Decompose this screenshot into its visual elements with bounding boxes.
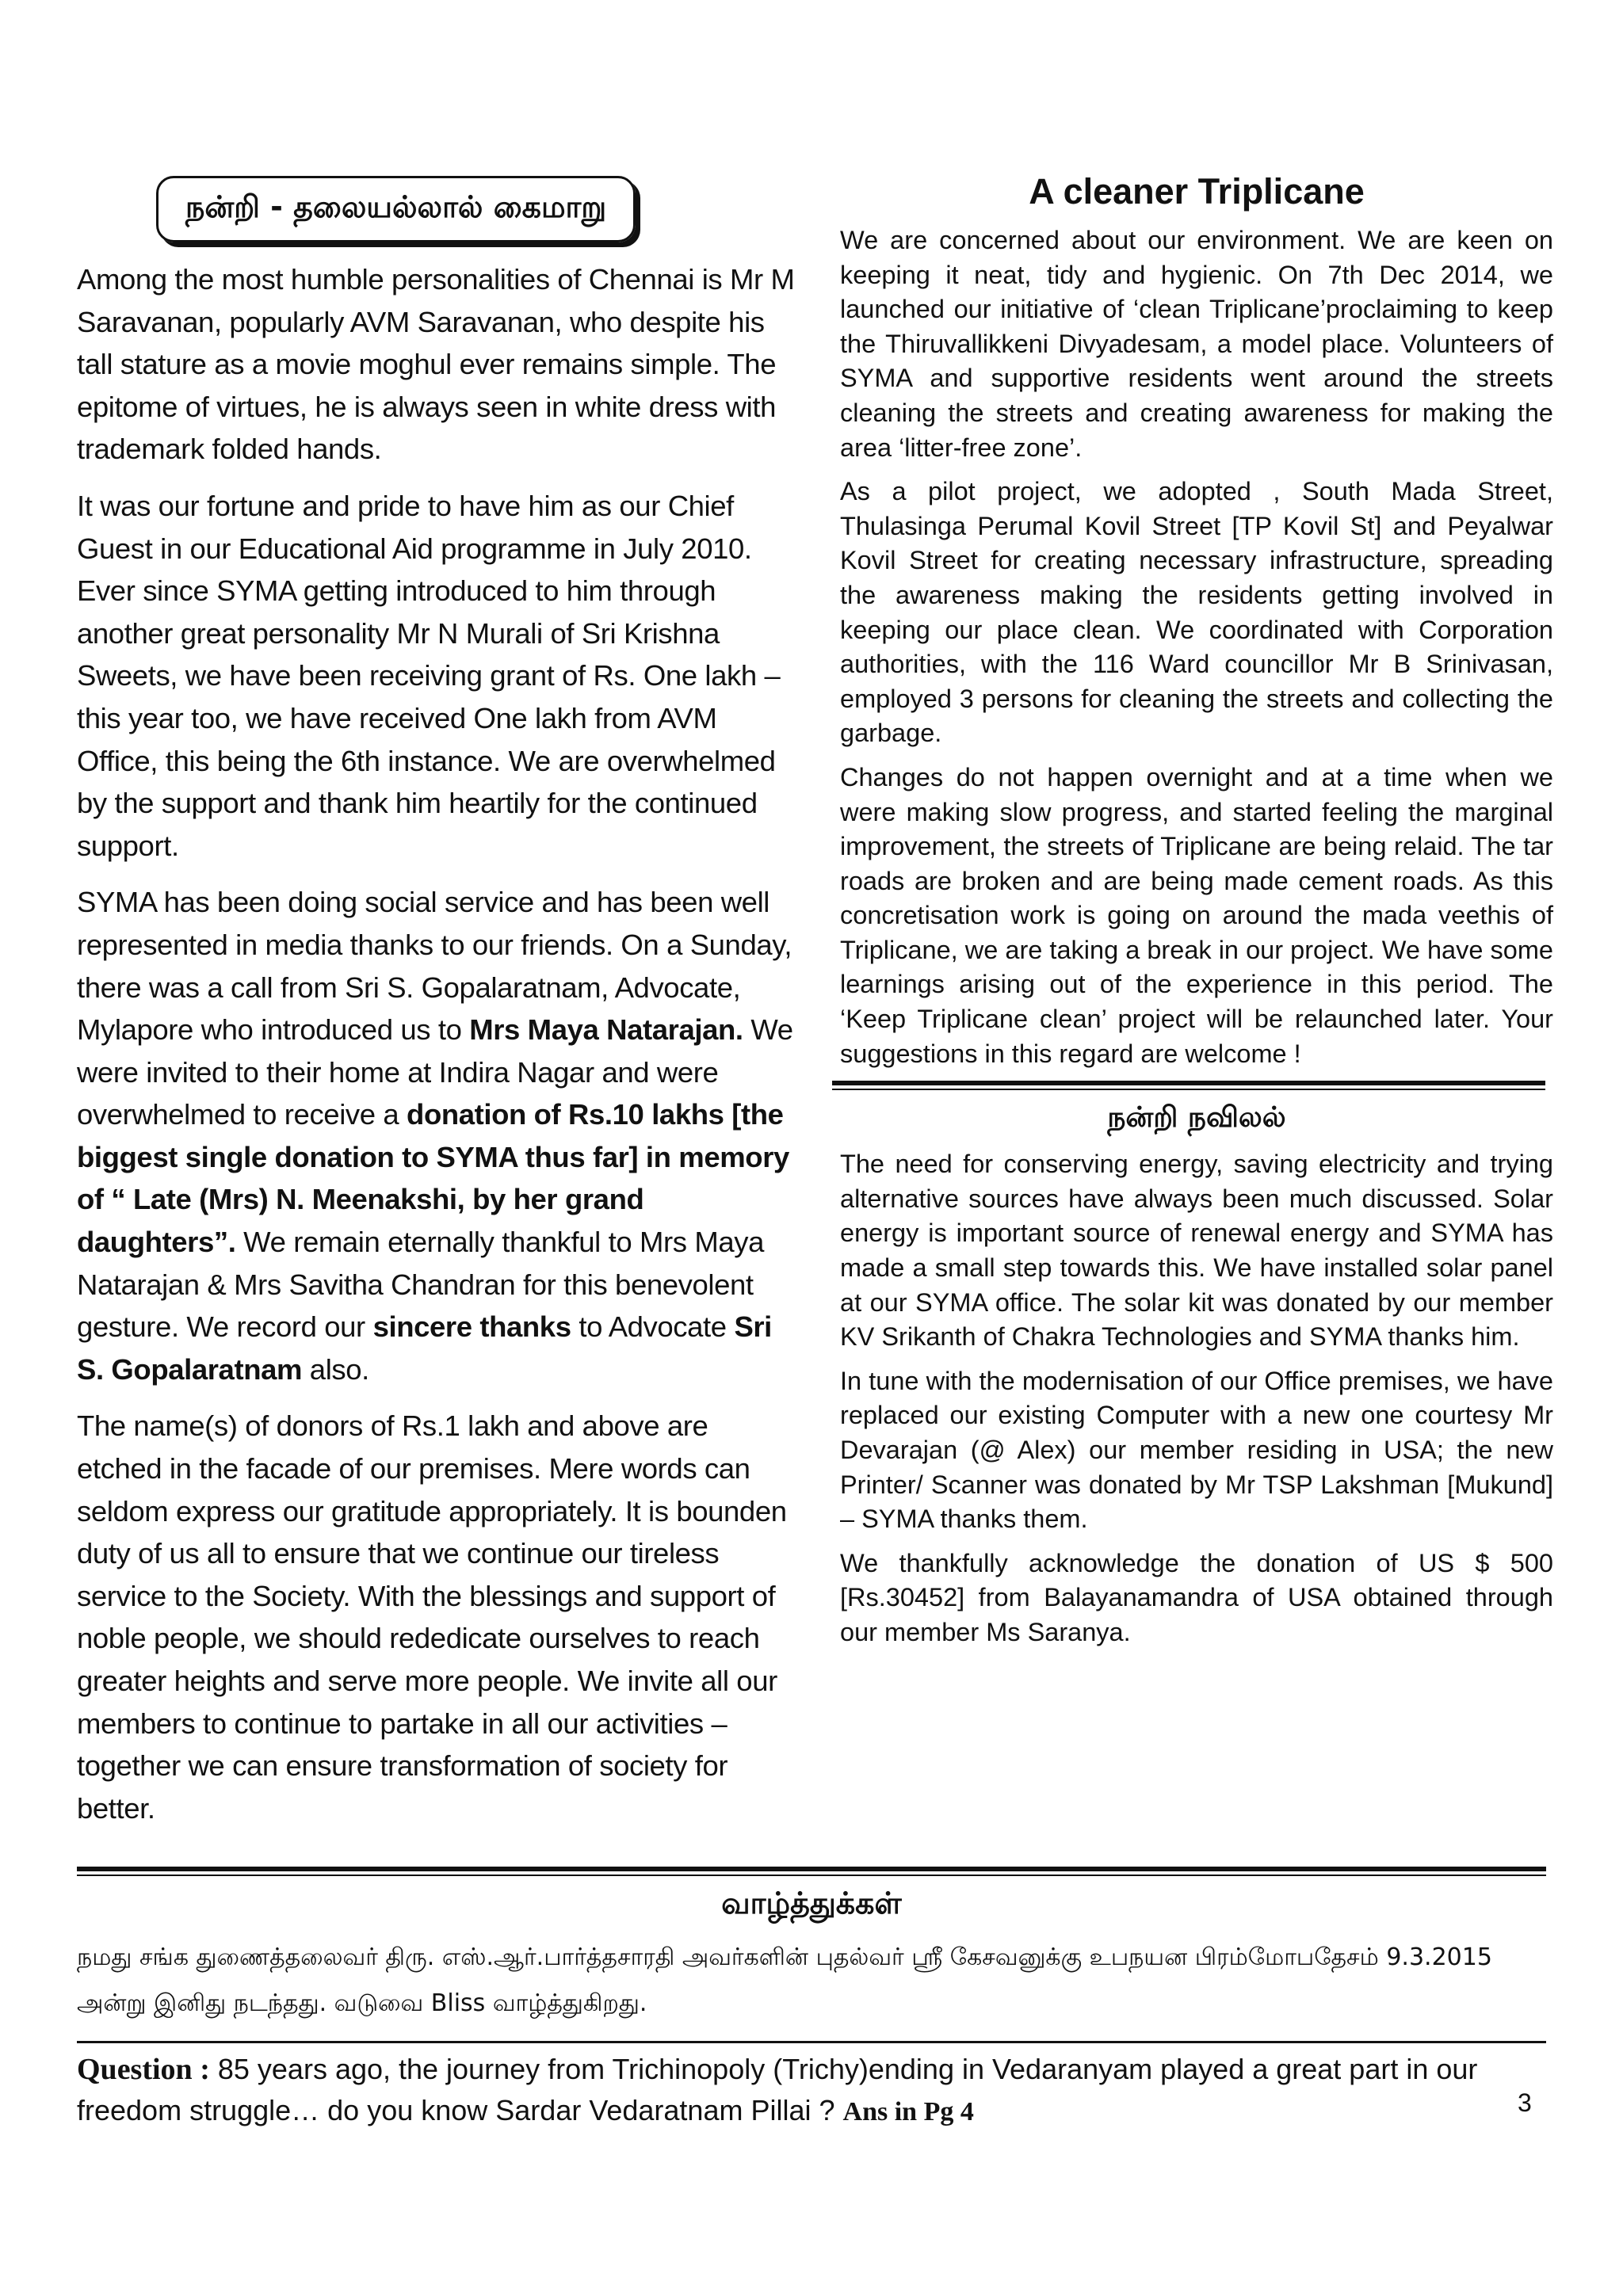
section-divider — [832, 1081, 1545, 1090]
question-block — [77, 2049, 1546, 2133]
page-number: 3 — [1518, 2088, 1532, 2117]
question-divider — [77, 2041, 1546, 2043]
wishes-title: வாழ்த்துக்கள் — [721, 1886, 902, 1920]
question-text: 85 years ago, the journey from Trichinopoly (Trichy)ending in Vedaranyam played a great part in our freedom struggle… do you know Sardar Vedaratnam Pillai ? — [77, 2053, 1478, 2126]
question-label: Question : — [77, 2053, 210, 2086]
office-modernisation-paragraph: In tune with the modernisation of our Office premises, we have replaced our existing Computer with a new one courtesy Mr Devarajan (@ Alex) our member residing in USA; the new Printer/ Scanner was donated by Mr TSP Lakshman [Mukund] – SYMA thanks them. — [840, 1366, 1553, 1534]
donors-paragraph: The name(s) of donors of Rs.1 lakh and above are etched in the facade of our premises. Mere words can seldom express our gratitude appropriately. It is bounden duty of us all to ensure that we continue our tireless service to the Society. With the blessings and support of noble people, we should rededicate ourselves to reach greater heights and serve more people. We invite all our members to continue to partake in all our activities – together we can ensure transformation of society for better. — [77, 1409, 787, 1825]
advocate-name: Sri S. Gopalaratnam — [77, 1310, 772, 1386]
pilot-project-paragraph: As a pilot project, we adopted , South Mada Street, Thulasinga Perumal Kovil Street [TP Kovil St] and Peyalwar Kovil Street for creating necessary infrastructure, spreading the awareness making the residents getting involved in keeping our place clean. We coordinated with Corporation authorities, with the 116 Ward councillor Mr B Srinivasan, employed 3 persons for cleaning the streets and collecting the garbage. — [840, 477, 1553, 748]
cleaner-triplicane-title: A cleaner Triplicane — [1029, 171, 1365, 212]
wishes-section — [77, 1886, 1546, 2027]
donation-paragraph: SYMA has been doing social service and has been well represented in media thanks to our friends. On a Sunday, there was a call from Sri S. Gopalaratnam, Advocate, Mylapore who introduced us to Mrs Maya Natarajan. We were invited to their home at Indira Nagar and were overwhelmed to receive a donation of Rs.10 lakhs [the biggest single donation to SYMA thus far] in memory of “ Late (Mrs) N. Meenakshi, by her grand daughters”. We remain eternally thankful to Mrs Maya Natarajan & Mrs Savitha Chandran for this benevolent gesture. We record our sincere thanks to Advocate Sri S. Gopalaratnam also. — [77, 886, 793, 1386]
gratitude-subheading: நன்றி நவிலல் — [1107, 1101, 1286, 1135]
thanks-heading-box: நன்றி - தலையல்லால் கைமாறு — [156, 176, 636, 242]
clean-initiative-paragraph: We are concerned about our environment. We are keen on keeping it neat, tidy and hygienic. On 7th Dec 2014, we launched our initiative of ‘clean Triplicane’proclaiming to keep the Thiruvallikkeni Divyadesam, a model place. Volunteers of SYMA and supportive residents went around the streets cleaning the streets and creating awareness for making the area ‘litter-free zone’. — [840, 226, 1553, 462]
changes-paragraph: Changes do not happen overnight and at a time when we were making slow progress, and started feeling the marginal improvement, the streets of Triplicane are being relaid. The tar roads are broken and are being made cement roads. As this concretisation work is going on around the mada veethis of Triplicane, we are taking a break in our project. We have some learnings arising out of the experience in this period. The ‘Keep Triplicane clean’ project will be relaunched later. Your suggestions in this regard are welcome ! — [840, 762, 1553, 1068]
avm-grant-paragraph: It was our fortune and pride to have him as our Chief Guest in our Educational Aid programme in July 2010. Ever since SYMA getting introduced to him through another great personality Mr N Murali of Sri Krishna Sweets, we have been receiving grant of Rs. One lakh – this year too, we have received One lakh from AVM Office, this being the 6th instance. We are overwhelmed by the support and thank him heartily for the continued support. — [77, 489, 781, 862]
avm-intro-paragraph: Among the most humble personalities of Chennai is Mr M Saravanan, popularly AVM Saravanan, who despite his tall stature as a movie moghul ever remains simple. The epitome of virtues, he is always seen in white dress with trademark folded hands. — [77, 263, 795, 466]
right-column — [840, 166, 1553, 1660]
sincere-thanks: sincere thanks — [372, 1310, 571, 1344]
solar-energy-paragraph: The need for conserving energy, saving electricity and trying alternative sources have always been much discussed. Solar energy is important source of renewal energy and SYMA has made a small step towards this. We have installed solar panel at our SYMA office. The solar kit was donated by our member KV Srikanth of Chakra Technologies and SYMA thanks him. — [840, 1150, 1553, 1352]
left-column — [77, 176, 798, 1844]
donation-highlight: donation of Rs.10 lakhs [the biggest single donation to SYMA thus far] in memory of “ Late (Mrs) N. Meenakshi, by her grand daughters”. — [77, 1098, 789, 1259]
wishes-text: நமது சங்க துணைத்தலைவர் திரு. எஸ்.ஆர்.பார்த்தசாரதி அவர்களின் புதல்வர் ஸ்ரீ கேசவனுக்கு உபநயன பிரம்மோபதேசம் 9.3.2015 அன்று இனிது நடந்தது. வடுவை Bliss வாழ்த்துகிறது. — [77, 1943, 1492, 2017]
answer-reference: Ans in Pg 4 — [842, 2097, 974, 2126]
donor-name: Mrs Maya Natarajan. — [469, 1013, 743, 1047]
bottom-divider — [77, 1867, 1546, 1876]
us-donation-paragraph: We thankfully acknowledge the donation of US $ 500 [Rs.30452] from Balayanamandra of USA obtained through our member Ms Saranya. — [840, 1548, 1553, 1646]
